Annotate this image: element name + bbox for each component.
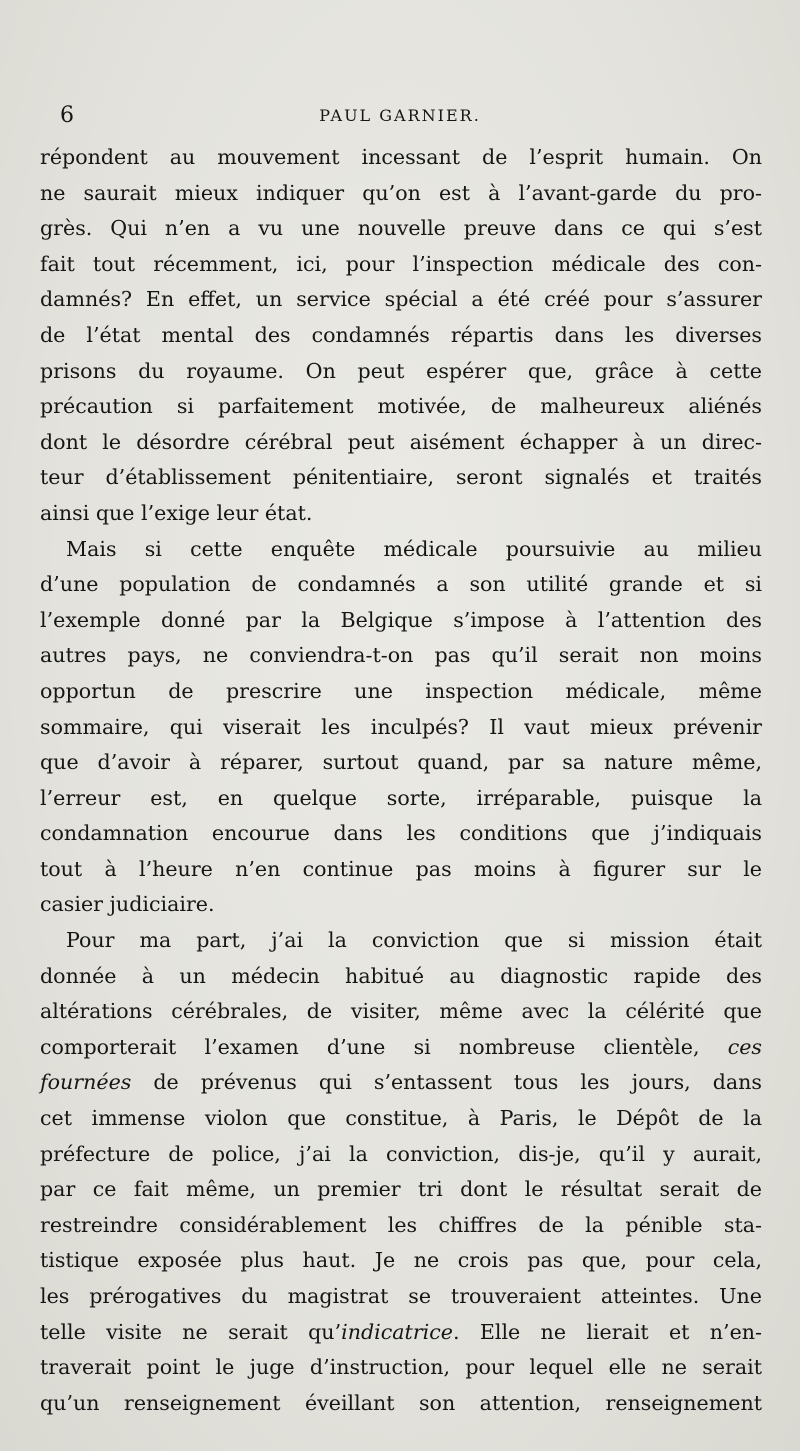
italic-word: fournées <box>40 1070 132 1095</box>
paragraph-2 <box>40 532 762 924</box>
text-line: opportun de prescrire une inspection médicale, même <box>40 678 762 703</box>
text-line <box>40 1315 762 1351</box>
text-line: casier judiciaire. <box>40 892 215 917</box>
text-line: répondent au mouvement incessant de l’esprit humain. On <box>40 145 762 169</box>
text-line: les prérogatives du magistrat se trouveraient atteintes. Une <box>40 1284 762 1308</box>
text-line <box>40 1030 762 1066</box>
text-line: fait tout récemment, ici, pour l’inspection médicale des con- <box>40 251 762 276</box>
text-line: ne saurait mieux indiquer qu’on est à l’avant-garde du pro- <box>40 180 762 205</box>
text-segment: . Elle ne lierait et n’en- <box>452 1319 762 1344</box>
text-line: tout à l’heure n’en continue pas moins à figurer sur le <box>40 856 762 881</box>
text-line <box>40 1065 762 1101</box>
text-segment: telle visite ne serait qu’ <box>40 1319 342 1344</box>
text-segment: comporterait l’examen d’une si nombreuse clientèle, <box>40 1034 700 1059</box>
text-line: Mais si cette enquête médicale poursuivie au milieu <box>66 536 762 561</box>
text-line: qu’un renseignement éveillant son attention, renseignement <box>40 1390 762 1415</box>
text-line: préfecture de police, j’ai la conviction, dis-je, qu’il y aurait, <box>40 1141 762 1166</box>
text-line: d’une population de condamnés a son utilité grande et si <box>40 572 762 597</box>
text-line: autres pays, ne conviendra-t-on pas qu’il serait non moins <box>40 643 762 668</box>
text-line: l’erreur est, en quelque sorte, irréparable, puisque la <box>40 785 762 810</box>
text-line: condamnation encourue dans les conditions que j’indiquais <box>40 821 762 846</box>
text-line: tistique exposée plus haut. Je ne crois pas que, pour cela, <box>40 1248 762 1273</box>
text-line: par ce fait même, un premier tri dont le résultat serait de <box>40 1177 762 1202</box>
text-line: cet immense violon que constitue, à Paris, le Dépôt de la <box>40 1106 762 1131</box>
text-line: donnée à un médecin habitué au diagnostic rapide des <box>40 963 762 988</box>
text-line: que d’avoir à réparer, surtout quand, par sa nature même, <box>40 750 762 775</box>
running-head: PAUL GARNIER. <box>319 106 481 125</box>
text-line: restreindre considérablement les chiffres de la pénible sta- <box>40 1212 762 1237</box>
text-line: damnés? En effet, un service spécial a été créé pour s’assurer <box>40 287 762 312</box>
page-header <box>38 100 762 132</box>
text-line: précaution si parfaitement motivée, de malheureux aliénés <box>40 394 762 419</box>
paragraph-3 <box>40 923 762 1421</box>
text-segment: de prévenus qui s’entassent tous les jours, dans <box>153 1070 762 1095</box>
italic-word: ces <box>727 1034 762 1059</box>
text-line: teur d’établissement pénitentiaire, seront signalés et traités <box>40 465 762 490</box>
body-text <box>40 140 762 1421</box>
italic-word: indicatrice <box>341 1319 453 1344</box>
page-number: 6 <box>60 103 74 128</box>
paragraph-1 <box>40 140 762 532</box>
text-line: sommaire, qui viserait les inculpés? Il vaut mieux prévenir <box>40 714 762 739</box>
text-line: ainsi que l’exige leur état. <box>40 500 313 525</box>
text-line: de l’état mental des condamnés répartis dans les diverses <box>40 322 762 347</box>
text-line: prisons du royaume. On peut espérer que, grâce à cette <box>40 358 762 383</box>
text-line: altérations cérébrales, de visiter, même avec la célérité que <box>40 999 762 1024</box>
text-line: Pour ma part, j’ai la conviction que si mission était <box>66 928 762 953</box>
text-line: traverait point le juge d’instruction, pour lequel elle ne serait <box>40 1355 762 1380</box>
text-line: l’exemple donné par la Belgique s’impose à l’attention des <box>40 607 762 632</box>
text-line: grès. Qui n’en a vu une nouvelle preuve dans ce qui s’est <box>40 216 762 241</box>
text-line: dont le désordre cérébral peut aisément échapper à un direc- <box>40 429 762 454</box>
